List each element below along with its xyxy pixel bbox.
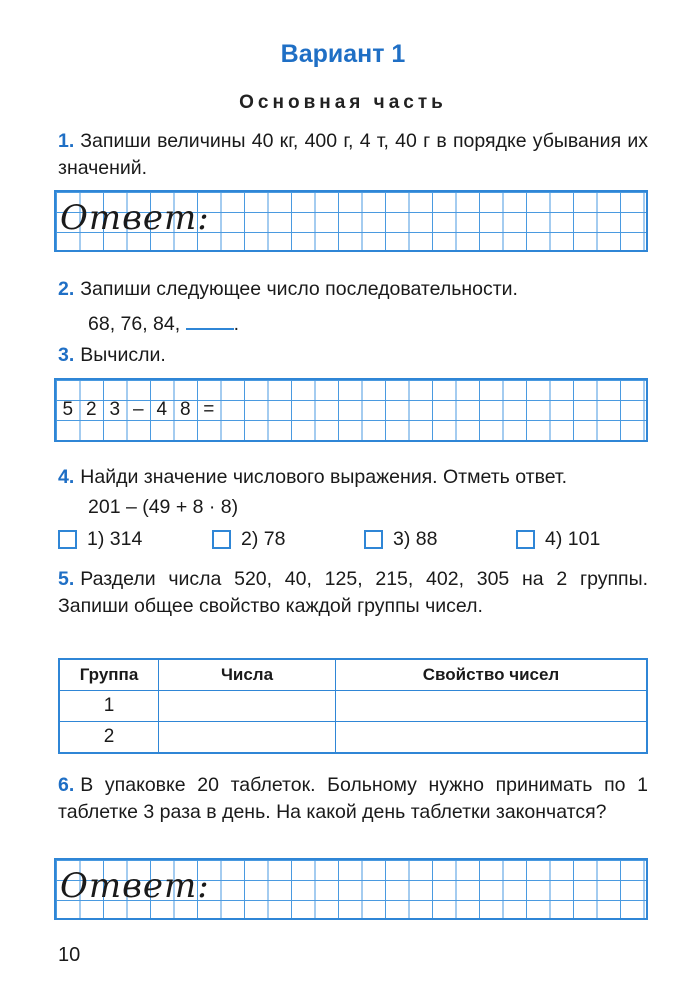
page-number: 10 (58, 944, 81, 966)
task-5 (58, 566, 648, 620)
task-3-text: Вычисли. (80, 344, 166, 366)
table-header: Группа (59, 659, 159, 691)
answer-label: Ответ: (60, 198, 210, 238)
task-6-number: 6. (58, 774, 75, 796)
task-6 (58, 772, 648, 826)
expression-char: = (203, 399, 215, 420)
task-5-text: Раздели числа 520, 40, 125, 215, 402, 305 на 2 группы. Запиши общее свойство каждой группы чисел. (58, 568, 648, 617)
table-row (59, 722, 647, 754)
numbers-cell[interactable] (159, 722, 336, 754)
task-1-number: 1. (58, 130, 75, 152)
table-row (59, 691, 647, 722)
page-title: Вариант 1 (280, 40, 406, 68)
option-2-label: 2) 78 (241, 528, 286, 550)
task-2-sequence-line (88, 308, 239, 338)
task-2 (58, 276, 648, 303)
section-subtitle: Основная часть (239, 92, 447, 113)
task-4-number: 4. (58, 466, 75, 488)
option-1-label: 1) 314 (87, 528, 143, 550)
expression-char: 3 (109, 399, 121, 420)
task-4-expression: 201 – (49 + 8 · 8) (88, 496, 239, 518)
expression-row (56, 400, 256, 420)
table-header-row (59, 659, 647, 691)
task-5-number: 5. (58, 568, 75, 590)
task-4-text: Найди значение числового выражения. Отметь ответ. (80, 466, 568, 488)
groups-table (58, 658, 648, 754)
task-2-text: Запиши следующее число последовательности. (80, 278, 518, 300)
expression-char: 2 (85, 399, 97, 420)
expression-char: 5 (62, 399, 74, 420)
answer-grid-6[interactable] (54, 858, 648, 920)
table-header: Свойство чисел (336, 659, 648, 691)
option-3[interactable] (364, 528, 437, 551)
group-number-cell: 1 (59, 691, 159, 722)
expression-char: – (132, 399, 144, 420)
option-4-label: 4) 101 (545, 528, 601, 550)
option-1[interactable] (58, 528, 142, 551)
group-number-cell: 2 (59, 722, 159, 754)
task-4 (58, 464, 658, 491)
table-header: Числа (159, 659, 336, 691)
property-cell[interactable] (336, 691, 648, 722)
task-1 (58, 128, 648, 182)
checkbox-option-3[interactable] (364, 530, 383, 549)
checkbox-option-1[interactable] (58, 530, 77, 549)
sequence-values: 68, 76, 84, (88, 313, 181, 335)
task-6-text: В упаковке 20 таблеток. Больному нужно принимать по 1 таблетке 3 раза в день. На какой день таблетки закончатся? (58, 774, 648, 823)
task-3-number: 3. (58, 344, 75, 366)
numbers-cell[interactable] (159, 691, 336, 722)
checkbox-option-2[interactable] (212, 530, 231, 549)
expression-char: 8 (179, 399, 191, 420)
checkbox-option-4[interactable] (516, 530, 535, 549)
answer-grid-1[interactable] (54, 190, 648, 252)
sequence-answer-blank[interactable] (186, 308, 234, 330)
expression-char: 4 (156, 399, 168, 420)
task-2-number: 2. (58, 278, 75, 300)
option-3-label: 3) 88 (393, 528, 438, 550)
sequence-end: . (233, 313, 240, 335)
task-3 (58, 342, 166, 369)
task-1-text: Запиши величины 40 кг, 400 г, 4 т, 40 г в порядке убывания их значений. (58, 130, 648, 179)
answer-label: Ответ: (60, 866, 210, 906)
answer-grid-3[interactable] (54, 378, 648, 442)
option-4[interactable] (516, 528, 600, 551)
property-cell[interactable] (336, 722, 648, 754)
option-2[interactable] (212, 528, 285, 551)
